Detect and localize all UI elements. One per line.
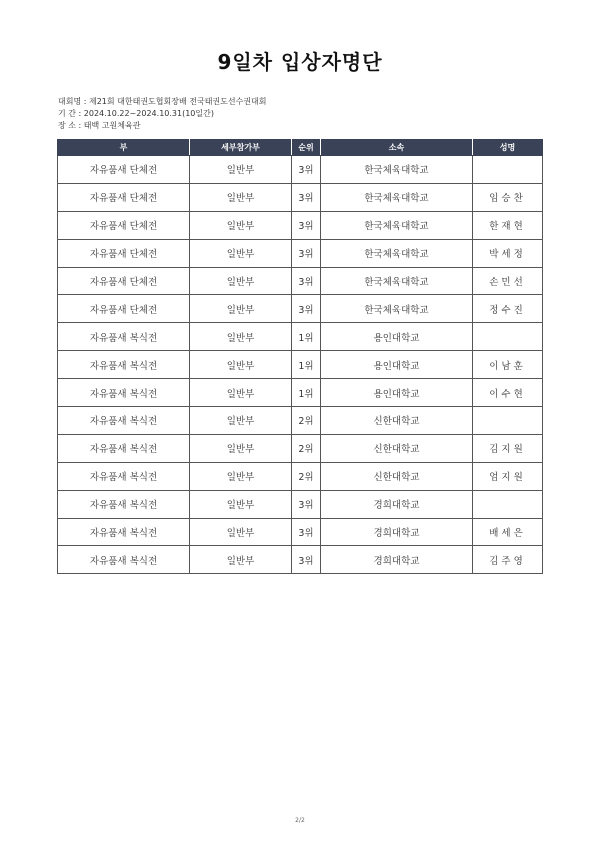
competition-period: 기 간 : 2024.10.22~2024.10.31(10일간) — [58, 109, 214, 118]
table-row — [58, 183, 543, 211]
cell-subdivision: 일반부 — [190, 518, 292, 546]
table-row — [58, 490, 543, 518]
header-division: 부 — [58, 140, 190, 156]
cell-division: 자유품새 복식전 — [58, 379, 190, 407]
competition-venue: 장 소 : 태백 고원체육관 — [58, 121, 141, 130]
cell-division: 자유품새 복식전 — [58, 351, 190, 379]
cell-subdivision: 일반부 — [190, 295, 292, 323]
competition-name: 대회명 : 제21회 대한태권도협회장배 전국태권도선수권대회 — [58, 97, 267, 106]
header-subdivision: 세부참가부 — [190, 140, 292, 156]
table-row — [58, 379, 543, 407]
cell-affiliation: 한국체육대학교 — [321, 183, 473, 211]
cell-subdivision: 일반부 — [190, 183, 292, 211]
cell-division: 자유품새 복식전 — [58, 546, 190, 574]
cell-affiliation: 한국체육대학교 — [321, 211, 473, 239]
cell-subdivision: 일반부 — [190, 407, 292, 435]
table-row — [58, 407, 543, 435]
table-row — [58, 239, 543, 267]
cell-division: 자유품새 단체전 — [58, 239, 190, 267]
table-row — [58, 462, 543, 490]
cell-division: 자유품새 복식전 — [58, 407, 190, 435]
header-name: 성명 — [473, 140, 543, 156]
cell-division: 자유품새 단체전 — [58, 211, 190, 239]
cell-name: 이수현 — [473, 379, 543, 407]
cell-subdivision: 일반부 — [190, 379, 292, 407]
table-header-row — [58, 140, 543, 156]
cell-rank: 3위 — [292, 490, 321, 518]
cell-affiliation: 신한대학교 — [321, 407, 473, 435]
cell-division: 자유품새 복식전 — [58, 323, 190, 351]
cell-affiliation: 경희대학교 — [321, 518, 473, 546]
table-row — [58, 434, 543, 462]
cell-affiliation: 한국체육대학교 — [321, 156, 473, 184]
table-row — [58, 518, 543, 546]
cell-subdivision: 일반부 — [190, 156, 292, 184]
cell-subdivision: 일반부 — [190, 239, 292, 267]
cell-division: 자유품새 복식전 — [58, 518, 190, 546]
cell-rank: 3위 — [292, 183, 321, 211]
cell-affiliation: 용인대학교 — [321, 323, 473, 351]
table-row — [58, 211, 543, 239]
table-row — [58, 323, 543, 351]
cell-subdivision: 일반부 — [190, 211, 292, 239]
cell-name: 정수진 — [473, 295, 543, 323]
cell-rank: 3위 — [292, 239, 321, 267]
cell-name: 엄지원 — [473, 462, 543, 490]
cell-division: 자유품새 복식전 — [58, 462, 190, 490]
table-row — [58, 295, 543, 323]
cell-division: 자유품새 복식전 — [58, 490, 190, 518]
cell-subdivision: 일반부 — [190, 434, 292, 462]
cell-rank: 1위 — [292, 323, 321, 351]
cell-affiliation: 경희대학교 — [321, 490, 473, 518]
header-rank: 순위 — [292, 140, 321, 156]
cell-affiliation: 용인대학교 — [321, 351, 473, 379]
cell-subdivision: 일반부 — [190, 462, 292, 490]
table-row — [58, 546, 543, 574]
cell-subdivision: 일반부 — [190, 323, 292, 351]
cell-rank: 1위 — [292, 351, 321, 379]
cell-name — [473, 407, 543, 435]
cell-affiliation: 경희대학교 — [321, 546, 473, 574]
cell-rank: 2위 — [292, 462, 321, 490]
cell-rank: 3위 — [292, 295, 321, 323]
cell-name: 김주영 — [473, 546, 543, 574]
cell-rank: 3위 — [292, 518, 321, 546]
cell-division: 자유품새 단체전 — [58, 183, 190, 211]
cell-name: 손민선 — [473, 267, 543, 295]
cell-name: 임승찬 — [473, 183, 543, 211]
cell-name: 배세은 — [473, 518, 543, 546]
cell-name: 이남훈 — [473, 351, 543, 379]
cell-rank: 3위 — [292, 546, 321, 574]
cell-affiliation: 한국체육대학교 — [321, 295, 473, 323]
results-body — [58, 156, 543, 574]
page-title: 9일차 입상자명단 — [217, 50, 383, 74]
cell-subdivision: 일반부 — [190, 267, 292, 295]
cell-name — [473, 490, 543, 518]
cell-affiliation: 한국체육대학교 — [321, 267, 473, 295]
cell-rank: 3위 — [292, 211, 321, 239]
cell-name — [473, 323, 543, 351]
cell-affiliation: 신한대학교 — [321, 462, 473, 490]
cell-subdivision: 일반부 — [190, 490, 292, 518]
cell-affiliation: 신한대학교 — [321, 434, 473, 462]
results-table — [57, 139, 543, 574]
table-row — [58, 156, 543, 184]
cell-subdivision: 일반부 — [190, 546, 292, 574]
cell-name: 박세정 — [473, 239, 543, 267]
cell-name — [473, 156, 543, 184]
cell-division: 자유품새 단체전 — [58, 295, 190, 323]
header-affiliation: 소속 — [321, 140, 473, 156]
cell-rank: 3위 — [292, 267, 321, 295]
cell-division: 자유품새 복식전 — [58, 434, 190, 462]
competition-info — [58, 96, 267, 132]
cell-rank: 2위 — [292, 434, 321, 462]
cell-affiliation: 용인대학교 — [321, 379, 473, 407]
cell-subdivision: 일반부 — [190, 351, 292, 379]
page-number: 2/2 — [295, 817, 305, 824]
cell-name: 김지원 — [473, 434, 543, 462]
cell-rank: 1위 — [292, 379, 321, 407]
table-row — [58, 351, 543, 379]
table-row — [58, 267, 543, 295]
cell-division: 자유품새 단체전 — [58, 267, 190, 295]
cell-division: 자유품새 단체전 — [58, 156, 190, 184]
cell-rank: 3위 — [292, 156, 321, 184]
cell-name: 한재현 — [473, 211, 543, 239]
cell-rank: 2위 — [292, 407, 321, 435]
cell-affiliation: 한국체육대학교 — [321, 239, 473, 267]
